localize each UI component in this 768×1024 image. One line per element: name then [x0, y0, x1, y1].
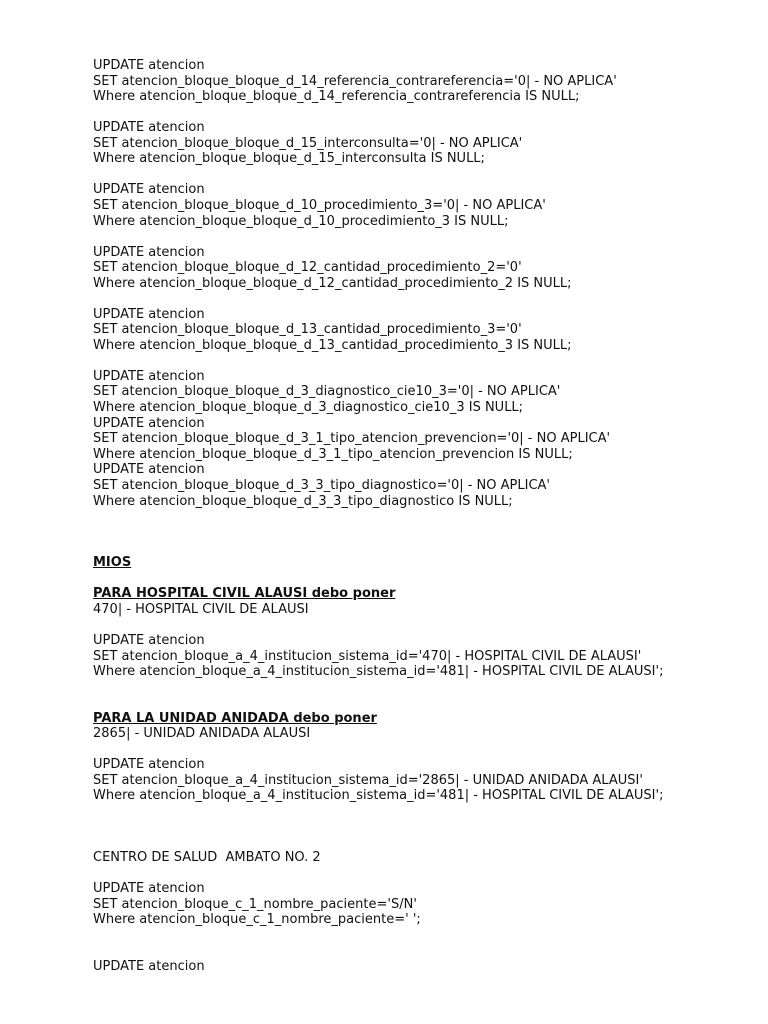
sql-block: [93, 881, 753, 928]
sql-line: Where atencion_bloque_bloque_d_12_cantidad_procedimiento_2 IS NULL;: [93, 275, 572, 291]
sql-block: [93, 369, 753, 509]
sql-line: Where atencion_bloque_bloque_d_3_3_tipo_diagnostico IS NULL;: [93, 493, 513, 509]
sql-line: Where atencion_bloque_bloque_d_15_interconsulta IS NULL;: [93, 151, 485, 167]
sql-block: [93, 307, 753, 354]
sql-line: Where atencion_bloque_bloque_d_3_diagnostico_cie10_3 IS NULL;: [93, 400, 524, 416]
sql-line: Where atencion_bloque_bloque_d_3_1_tipo_atencion_prevencion IS NULL;: [93, 446, 573, 462]
sql-line: UPDATE atencion: [93, 306, 205, 322]
sql-line: SET atencion_bloque_bloque_d_14_referencia_contrareferencia='0| - NO APLICA': [93, 73, 617, 89]
sql-line: SET atencion_bloque_a_4_institucion_sistema_id='2865| - UNIDAD ANIDADA ALAUSI': [93, 772, 643, 788]
sql-block: [93, 757, 753, 804]
sql-line: SET atencion_bloque_bloque_d_15_interconsulta='0| - NO APLICA': [93, 135, 523, 151]
sql-line: Where atencion_bloque_bloque_d_10_procedimiento_3 IS NULL;: [93, 213, 509, 229]
sql-line: Where atencion_bloque_bloque_d_13_cantidad_procedimiento_3 IS NULL;: [93, 337, 572, 353]
sql-line: UPDATE atencion: [93, 958, 205, 974]
sql-line: SET atencion_bloque_bloque_d_3_diagnostico_cie10_3='0| - NO APLICA': [93, 384, 561, 400]
sql-line: UPDATE atencion: [93, 462, 205, 478]
sql-line: Where atencion_bloque_bloque_d_14_referencia_contrareferencia IS NULL;: [93, 89, 580, 105]
sql-line: Where atencion_bloque_a_4_institucion_sistema_id='481| - HOSPITAL CIVIL DE ALAUSI';: [93, 788, 664, 804]
sql-block: [93, 245, 753, 292]
sql-line: UPDATE atencion: [93, 415, 205, 431]
sql-line: UPDATE atencion: [93, 368, 205, 384]
mios-heading: MIOS: [93, 555, 132, 571]
sql-line: UPDATE atencion: [93, 632, 205, 648]
sql-line: UPDATE atencion: [93, 881, 205, 897]
sql-line: SET atencion_bloque_bloque_d_3_3_tipo_diagnostico='0| - NO APLICA': [93, 478, 550, 494]
sql-block: [93, 120, 753, 167]
unidad-heading: PARA LA UNIDAD ANIDADA debo poner: [93, 710, 377, 726]
hospital-code: 470| - HOSPITAL CIVIL DE ALAUSI: [93, 601, 309, 617]
sql-line: UPDATE atencion: [93, 58, 205, 73]
sql-line: SET atencion_bloque_a_4_institucion_sistema_id='470| - HOSPITAL CIVIL DE ALAUSI': [93, 648, 642, 664]
sql-line: UPDATE atencion: [93, 120, 205, 136]
sql-block: [93, 182, 753, 229]
sql-line: SET atencion_bloque_bloque_d_10_procedimiento_3='0| - NO APLICA': [93, 197, 546, 213]
sql-line: SET atencion_bloque_c_1_nombre_paciente='S/N': [93, 896, 417, 912]
sql-line: SET atencion_bloque_bloque_d_13_cantidad_procedimiento_3='0': [93, 322, 522, 338]
unidad-code: 2865| - UNIDAD ANIDADA ALAUSI: [93, 726, 311, 742]
hospital-heading: PARA HOSPITAL CIVIL ALAUSI debo poner: [93, 586, 396, 602]
sql-line: SET atencion_bloque_bloque_d_12_cantidad_procedimiento_2='0': [93, 260, 522, 276]
sql-block: [93, 633, 753, 680]
sql-line: UPDATE atencion: [93, 182, 205, 198]
centro-title: CENTRO DE SALUD AMBATO NO. 2: [93, 850, 321, 866]
sql-line: UPDATE atencion: [93, 244, 205, 260]
sql-line: Where atencion_bloque_c_1_nombre_paciente=' ';: [93, 912, 421, 928]
sql-line: Where atencion_bloque_a_4_institucion_sistema_id='481| - HOSPITAL CIVIL DE ALAUSI';: [93, 664, 664, 680]
sql-line: UPDATE atencion: [93, 757, 205, 773]
document-body: [93, 58, 753, 974]
sql-line: SET atencion_bloque_bloque_d_3_1_tipo_atencion_prevencion='0| - NO APLICA': [93, 431, 611, 447]
sql-block: [93, 58, 753, 105]
